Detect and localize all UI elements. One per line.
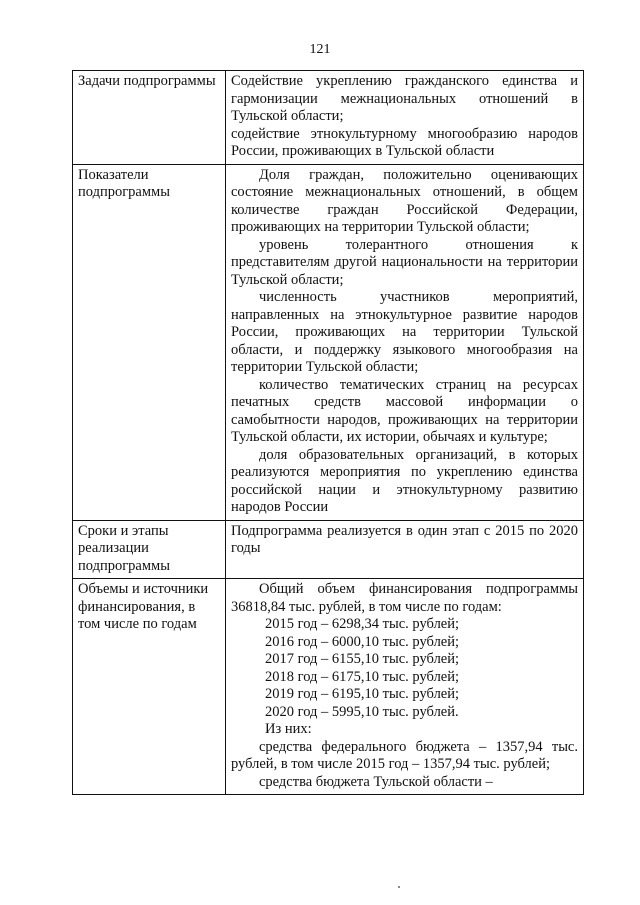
tasks-paragraph-2: содействие этнокультурному многообразию народов России, проживающих в Тульской области (231, 125, 578, 159)
funding-year-line: 2016 год – 6000,10 тыс. рублей; (265, 633, 460, 650)
page-number: 121 (309, 42, 331, 57)
funding-year-line: 2019 год – 6195,10 тыс. рублей; (265, 686, 460, 702)
subprogram-passport-table (72, 70, 584, 795)
funding-year-line: 2018 год – 6175,10 тыс. рублей; (265, 668, 460, 685)
terms-text: Подпрограмма реализуется в один этап с 2015 по 2020 годы (231, 522, 578, 556)
row-content-funding (226, 579, 584, 795)
row-label-tasks: Задачи подпрограммы (73, 71, 226, 165)
row-content-indicators (226, 164, 584, 520)
row-label-terms: Сроки и этапы реализации подпрограммы (73, 520, 226, 579)
row-content-tasks (226, 71, 584, 165)
funding-federal: средства федерального бюджета – 1357,94 тыс. рублей, в том числе 2015 год – 1357,94 тыс. рублей; (231, 738, 578, 772)
indicator-item: Доля граждан, положительно оценивающих состояние межнациональных отношений, в общем количестве граждан Российской Федерации, проживающих на территории Тульской области; (231, 166, 578, 235)
funding-year-line: 2020 год – 5995,10 тыс. рублей. (265, 703, 459, 720)
row-label-funding: Объемы и источники финансирования, в том числе по годам (73, 579, 226, 795)
funding-year-line: 2017 год – 6155,10 тыс. рублей; (265, 651, 460, 667)
table-row-tasks (73, 71, 584, 165)
scan-mark (398, 886, 400, 888)
indicator-item: доля образовательных организаций, в которых реализуются мероприятия по укреплению единства российской нации и этнокультурному развитию народов России (231, 446, 578, 515)
table-row-funding (73, 579, 584, 795)
funding-intro: Общий объем финансирования подпрограммы 36818,84 тыс. рублей, в том числе по годам: (231, 581, 578, 615)
tasks-paragraph-1: Содействие укреплению гражданского единства и гармонизации межнациональных отношений в Тульской области; (231, 73, 578, 124)
indicator-item: численность участников мероприятий, направленных на этнокультурное развитие народов России, проживающих на территории Тульской области, и поддержку языкового многообразия на территории Тульской области; (231, 289, 578, 375)
row-content-terms (226, 520, 584, 579)
row-label-indicators: Показатели подпрограммы (73, 164, 226, 520)
funding-year-line: 2015 год – 6298,34 тыс. рублей; (265, 616, 460, 632)
table-row-indicators (73, 164, 584, 520)
funding-of-them: Из них: (265, 721, 312, 737)
funding-regional: средства бюджета Тульской области – (259, 773, 493, 790)
indicator-item: количество тематических страниц на ресурсах печатных средств массовой информации о самобытности народов, проживающих на территории Тульской области, их истории, обычаях и культуре; (231, 376, 578, 445)
table-row-terms (73, 520, 584, 579)
indicator-item: уровень толерантного отношения к представителям другой национальности на территории Тульской области; (231, 236, 578, 288)
